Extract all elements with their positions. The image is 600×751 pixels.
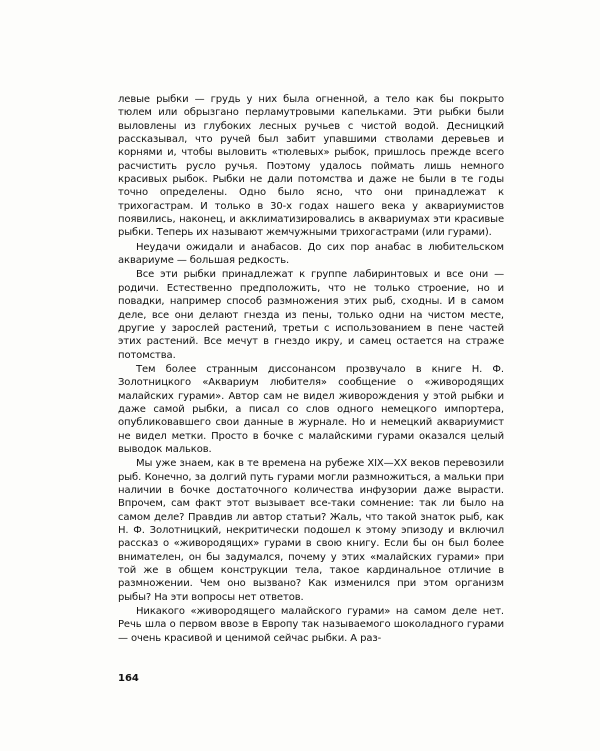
paragraph-1: левые рыбки — грудь у них была огненной, а тело как бы покрыто тюлем или обрызгано перламутровыми капельками. Эти рыбки были выловлены из глубоких лесных ручьев с чистой водой. Десницкий рассказывал, что ручей был забит упавшими стволами деревьев и корнями и, чтобы выловить «тюлевых» рыбок, пришлось прежде всего расчистить русло ручья. Поэтому удалось поймать лишь немного красивых рыбок. Рыбки не дали потомства и даже не были в те годы точно определены. Одно было ясно, что они принадлежат к трихогастрам. И только в 30-х годах нашего века у аквариумистов появились, наконец, и акклиматизировались в аквариумах эти красивые рыбки. Теперь их называют жемчужными трихогастрами (или гурами). [118,94,504,239]
page-number: 164 [118,673,139,684]
paragraph-2: Неудачи ожидали и анабасов. До сих пор анабас в любительском аквариуме — большая редкость. [118,241,504,267]
paragraph-3: Все эти рыбки принадлежат к группе лабиринтовых и все они — родичи. Естественно предположить, что не только строение, но и повадки, например способ размножения этих рыб, сходны. И в самом деле, все они делают гнезда из пены, только одни на чистом месте, другие у зарослей растений, третьи с использованием в пене частей этих растений. Все мечут в гнездо икру, и самец остается на страже потомства. [118,269,504,361]
paragraph-6: Никакого «живородящего малайского гурами» на самом деле нет. Речь шла о первом ввозе в Европу так называемого шоколадного гурами — очень красивой и ценимой сейчас рыбки. А раз- [118,606,504,644]
paragraph-5: Мы уже знаем, как в те времена на рубеже XIX—XX веков перевозили рыб. Конечно, за долгий путь гурами могли размножиться, а мальки при наличии в бочке достаточного количества инфузории даже вырасти. Впрочем, сам факт этот вызывает все-таки сомнение: так ли было на самом деле? Правдив ли автор статьи? Жаль, что такой знаток рыб, как Н. Ф. Золотницкий, некритически подошел к этому эпизоду и включил рассказ о «живородящих» гурами в свою книгу. Если бы он был более внимателен, он бы задумался, почему у этих «малайских гурами» при той же в общем конструкции тела, такое кардинальное отличие в размножении. Чем оно вызвано? Как изменился при этом организм рыбы? На эти вопросы нет ответов. [118,458,504,603]
paragraph-4: Тем более странным диссонансом прозвучало в книге Н. Ф. Золотницкого «Аквариум любителя» сообщение о «живородящих малайских гурами». Автор сам не видел живорождения у этой рыбки и даже самой рыбки, а писал со слов одного немецкого импортера, опубликовавшего свои данные в журнале. Но и немецкий аквариумист не видел метки. Просто в бочке с малайскими гурами оказался целый выводок мальков. [118,363,504,455]
body-text [118,93,504,645]
